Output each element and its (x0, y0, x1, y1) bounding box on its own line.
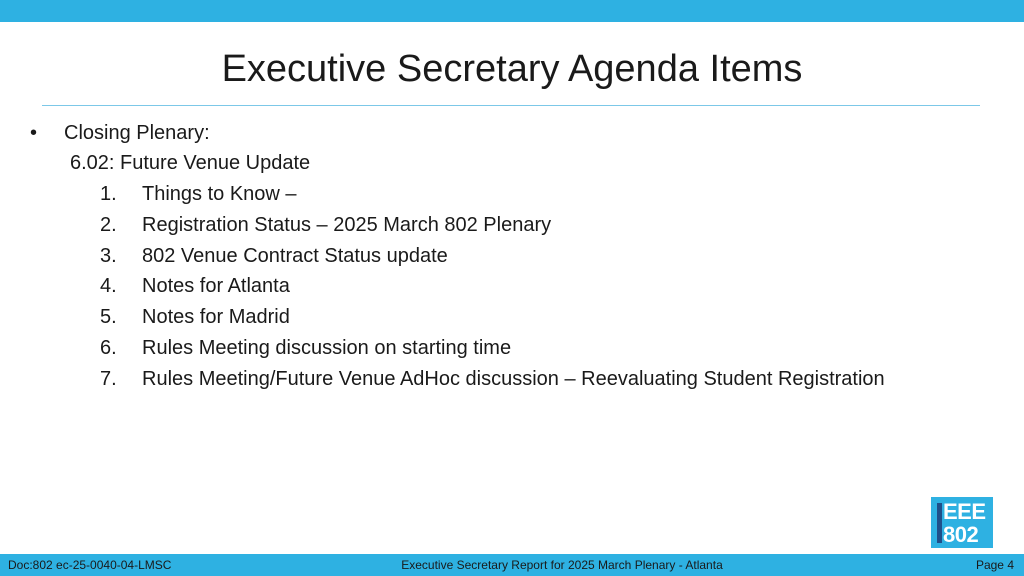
logo-text-top: EEE (943, 499, 986, 524)
item-number: 6. (100, 336, 117, 359)
bullet-closing-plenary (30, 118, 210, 148)
item-text: Things to Know – (142, 183, 297, 205)
footer-page-number: Page 4 (975, 558, 1014, 572)
item-number: 2. (100, 213, 117, 236)
item-text: Notes for Madrid (142, 306, 290, 329)
bullet-icon: • (30, 122, 38, 144)
item-number: 3. (100, 244, 117, 267)
title-divider (42, 105, 980, 106)
logo-bar (937, 503, 942, 543)
item-number: 4. (100, 275, 117, 298)
item-number: 5. (100, 306, 117, 329)
item-number: 7. (100, 367, 117, 390)
slide-title: Executive Secretary Agenda Items (221, 48, 803, 90)
logo-text-bottom: 802 (943, 522, 979, 547)
top-accent-bar (0, 0, 1024, 22)
item-text: Rules Meeting/Future Venue AdHoc discussion – Reevaluating Student Registration (142, 367, 885, 390)
item-number: 1. (100, 183, 117, 205)
sub-heading: 6.02: Future Venue Update (70, 152, 311, 174)
footer-doc-id: Doc:802 ec-25-0040-04-LMSC (8, 558, 172, 572)
item-text: Registration Status – 2025 March 802 Plenary (142, 213, 552, 236)
bullet-text: Closing Plenary: (64, 122, 210, 144)
footer-report-title: Executive Secretary Report for 2025 March Plenary - Atlanta (401, 558, 723, 572)
ieee-802-logo (931, 497, 993, 548)
item-text: 802 Venue Contract Status update (142, 244, 448, 267)
item-text: Notes for Atlanta (142, 275, 290, 298)
item-text: Rules Meeting discussion on starting time (142, 336, 512, 359)
footer-bar (0, 554, 1024, 576)
